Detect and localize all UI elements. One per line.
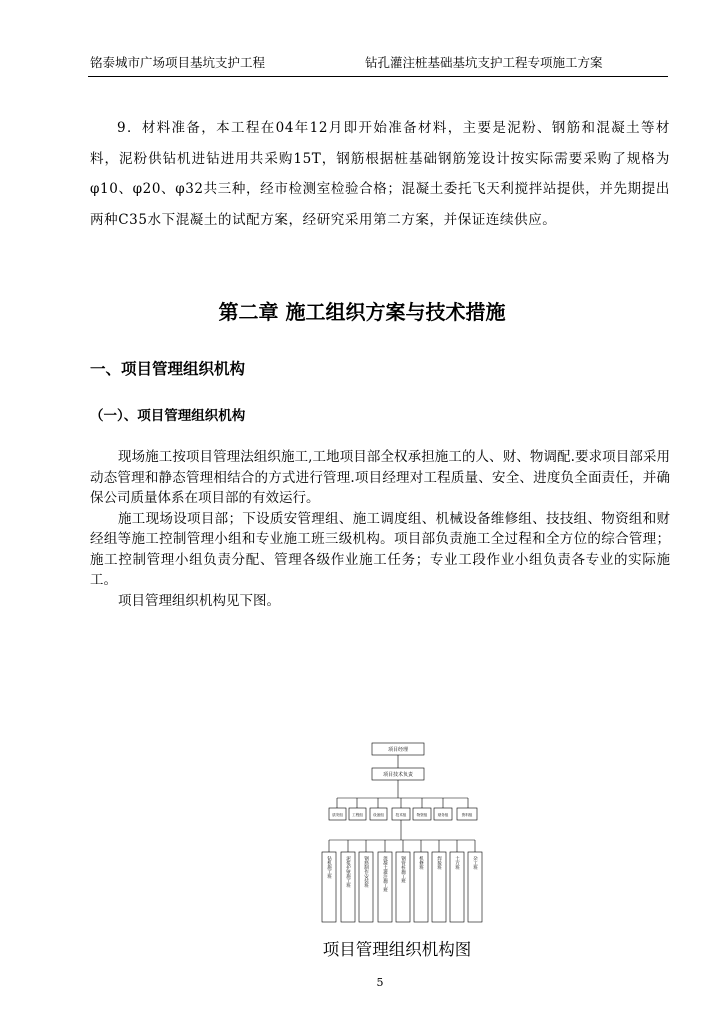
paragraph: 项目管理组织机构见下图。 [118, 592, 280, 609]
org-team-label: 钢管桩施工班 [400, 856, 406, 883]
header-left: 铭泰城市广场项目基坑支护工程 [90, 55, 266, 70]
org-top-label: 项目经理 [387, 747, 409, 753]
page-number: 5 [376, 976, 384, 989]
org-team-label: 泥浆护壁施工班 [345, 856, 351, 888]
org-group-label: 质安组 [332, 813, 343, 817]
org-group-label: 资料组 [461, 813, 473, 817]
org-group-label: 设备组 [373, 813, 384, 817]
subsection-title: （一）、项目管理组织机构 [90, 408, 246, 424]
org-team-label: 钢筋制作安装班 [363, 856, 369, 888]
body-text [90, 447, 670, 611]
section-title: 一、项目管理组织机构 [90, 360, 246, 378]
org-team-label: 土方班 [454, 856, 460, 870]
org-group-label: 技术组 [395, 813, 407, 817]
intro-paragraph: 9．材料准备，本工程在04年12月即开始准备材料，主要是泥粉、钢筋和混凝土等材料，泥粉供钻机进钻进用共采购15T，钢筋根据桩基础钢筋笼设计按实际需要采购了规格为φ10、φ20、φ32共三种，经市检测室检验合格；混凝土委托飞天利搅拌站提供，并先期提出两种C35水下混凝土的试配方案，经研究采用第二方案，并保证连续供应。 [90, 120, 670, 228]
org-team-label: 钻机施工班 [326, 856, 332, 879]
header-rule [88, 76, 668, 77]
figure-caption: 项目管理组织机构图 [322, 940, 472, 959]
org-group-label: 物资组 [416, 813, 428, 817]
org-team-label: 焊接班 [436, 856, 442, 870]
org-second-label: 项目技术负责 [382, 772, 414, 778]
org-team-label: 杂工班 [472, 856, 478, 870]
org-group-label: 财务组 [437, 813, 449, 817]
chapter-title: 第二章 施工组织方案与技术措施 [218, 300, 506, 324]
org-chart [310, 738, 490, 938]
org-team-label: 机修班 [418, 856, 424, 870]
paragraph: 现场施工按项目管理法组织施工,工地项目部全权承担施工的人、财、物调配.要求项目部采用动态管理和静态管理相结合的方式进行管理.项目经理对工程质量、安全、进度负全面责任，并确保公司质量体系在项目部的有效运行。 [90, 449, 670, 506]
paragraph: 施工现场设项目部；下设质安管理组、施工调度组、机械设备维修组、技技组、物资组和财经组等施工控制管理小组和专业施工班三级机构。项目部负责施工全过程和全方位的综合管理；施工控制管理小组负责分配、管理各级作业施工任务；专业工段作业小组负责各专业的实际施工。 [90, 510, 670, 588]
org-team-label: 混凝土灌注施工班 [382, 856, 388, 892]
org-group-label: 工程组 [352, 813, 363, 817]
header-right: 钻孔灌注桩基础基坑支护工程专项施工方案 [365, 55, 603, 70]
